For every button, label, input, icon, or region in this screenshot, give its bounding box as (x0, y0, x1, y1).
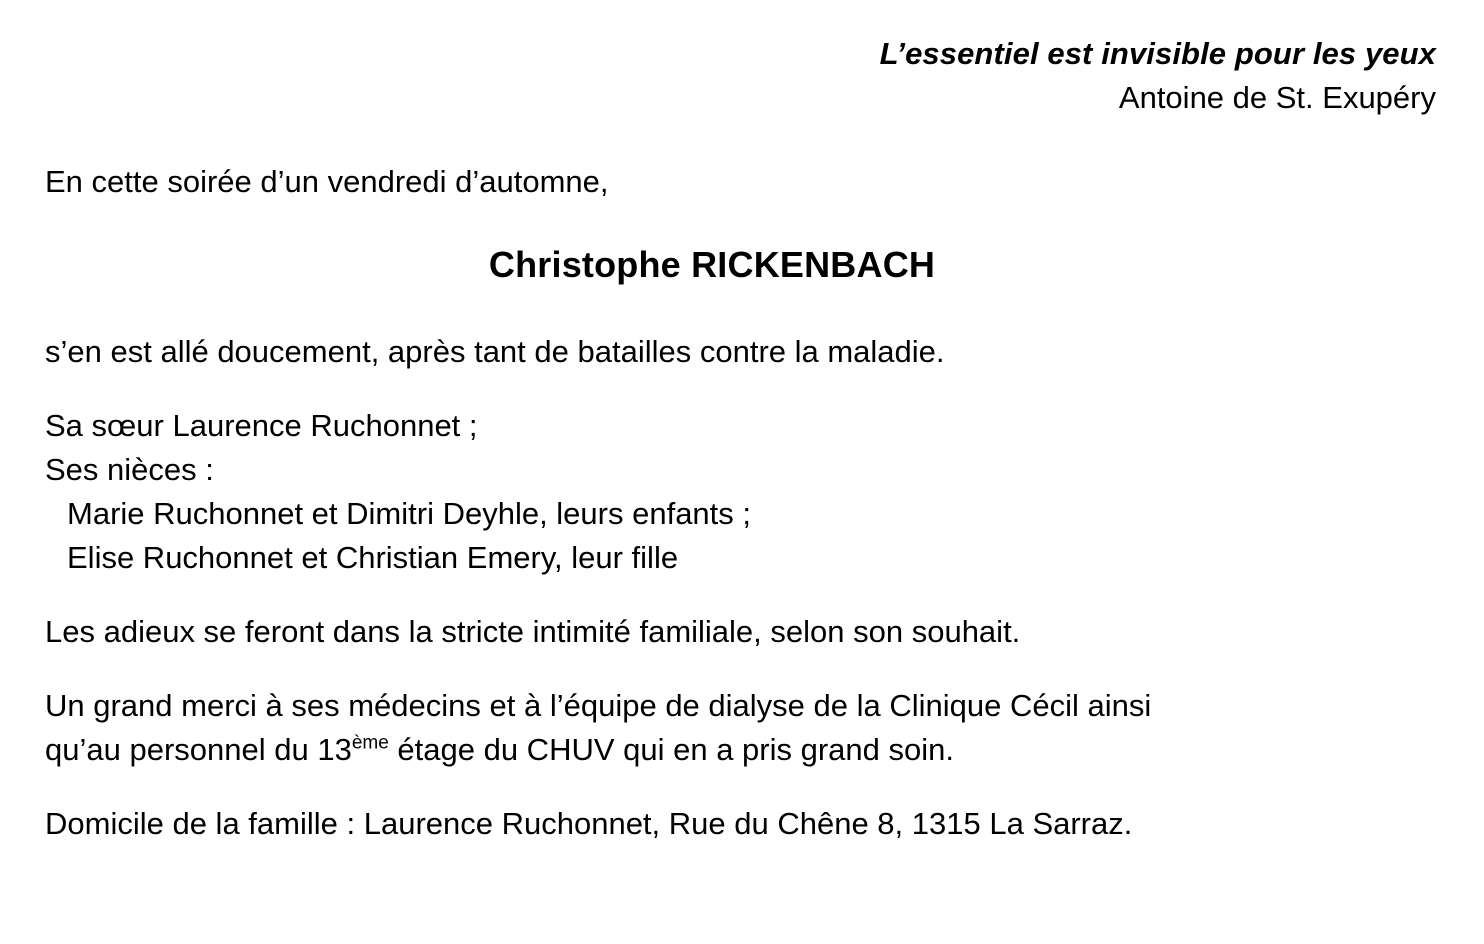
thanks-line-2-before: qu’au personnel du 13 (45, 732, 352, 768)
spacer-after-family (45, 580, 1439, 610)
announcement-body (45, 160, 1439, 846)
epigraph-quote: L’essentiel est invisible pour les yeux (879, 36, 1436, 71)
address-line: Domicile de la famille : Laurence Ruchonnet, Rue du Chêne 8, 1315 La Sarraz. (45, 806, 1133, 842)
thanks-block (45, 684, 1439, 772)
epigraph-author: Antoine de St. Exupéry (1118, 79, 1436, 115)
spacer-after-passing (45, 374, 1439, 404)
deceased-name: Christophe RICKENBACH (488, 244, 936, 286)
thanks-line-2 (45, 728, 1439, 772)
sister-line: Sa sœur Laurence Ruchonnet ; (45, 408, 478, 444)
niece-line-1: Marie Ruchonnet et Dimitri Deyhle, leurs enfants ; (67, 496, 752, 532)
opening-line: En cette soirée d’un vendredi d’automne, (45, 164, 609, 199)
farewell-line: Les adieux se feront dans la stricte intimité familiale, selon son souhait. (45, 614, 1021, 650)
thanks-line-1: Un grand merci à ses médecins et à l’équipe de dialyse de la Clinique Cécil ainsi (45, 688, 1152, 724)
passing-line: s’en est allé doucement, après tant de batailles contre la maladie. (45, 334, 945, 370)
spacer-after-farewell (45, 654, 1439, 684)
spacer-after-thanks (45, 772, 1439, 802)
epigraph-block (880, 34, 1436, 117)
family-block (45, 404, 1439, 580)
nieces-label: Ses nièces : (45, 452, 214, 488)
niece-line-2: Elise Ruchonnet et Christian Emery, leur fille (67, 540, 679, 576)
ordinal-suffix: ème (351, 732, 389, 754)
deceased-name-block (45, 244, 1439, 286)
thanks-line-2-after: étage du CHUV qui en a pris grand soin. (388, 732, 955, 768)
